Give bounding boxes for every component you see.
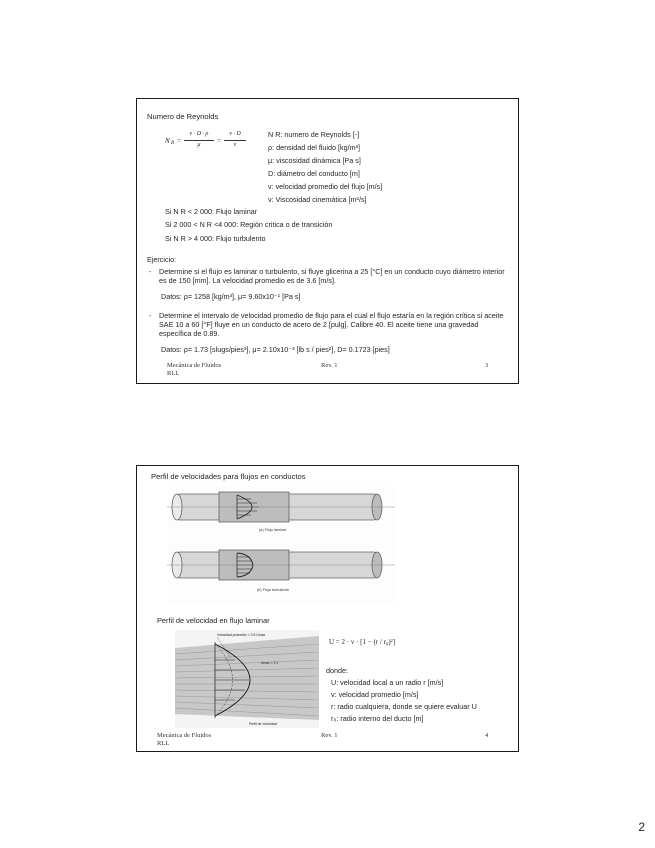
- reynolds-formula: [165, 131, 265, 153]
- bullet-dash: -: [149, 267, 152, 276]
- criterion-item: Si 2 000 < N R <4 000: Región critica o de transición: [165, 220, 333, 229]
- exercise-2-data: Datos: ρ= 1.73 [slugs/pies³], μ= 2.10x10⁻³ [lb s / pies²], D= 0.1723 [pies]: [161, 345, 390, 354]
- definition-item: U: velocidad local a un radio r [m/s]: [331, 678, 444, 687]
- definition-item: ν: Viscosidad cinemática [m²/s]: [268, 195, 367, 204]
- definition-item: r₀: radio interno del ducto [m]: [331, 714, 424, 723]
- slide-title: Numero de Reynolds: [147, 112, 219, 121]
- laminar-profile-diagram: [175, 630, 319, 728]
- fig-b-caption: (b) Flujo turbulento: [257, 588, 289, 592]
- footer-author: RLL: [167, 370, 180, 377]
- definition-item: r: radio cualquiera, donde se quiere evaluar U: [331, 702, 477, 711]
- slide-velocity-profiles: [136, 465, 519, 752]
- exercise-1-text: Determine si el flujo es laminar o turbulento, si fluye glicerina a 25 [°C] en un conducto cuyo diámetro interior es de 150 [mm]. La velocidad promedio es de 3.6 [m/s].: [159, 267, 505, 285]
- pipe-flow-figure: [167, 486, 395, 604]
- avg-velocity-label: Velocidad promedio = 0.5 Umax: [217, 633, 266, 637]
- exercise-1-data: Datos: ρ= 1258 [kg/m³], μ= 9.60x10⁻¹ [Pa s]: [161, 292, 301, 301]
- fig-a-caption: (a) Flujo laminar: [259, 528, 287, 532]
- formula-eq-2: =: [217, 137, 221, 145]
- footer-slide-number: 3: [485, 362, 489, 369]
- formula-lhs-sub: R: [171, 141, 175, 146]
- fraction-bar-1: [184, 140, 214, 141]
- footer-slide-number: 4: [485, 732, 489, 739]
- definition-item: v: velocidad promedio del flujo [m/s]: [268, 182, 383, 191]
- formula-lhs: N: [165, 137, 170, 145]
- definition-item: μ: viscosidad dinámica [Pa s]: [268, 156, 361, 165]
- exercise-2-text: Determine el intervalo de velocidad promedio de flujo para el cual el flujo estaría en la región crítica si aceite SAE 10 a 60 [°F] fluye en un conducto de acero de 2 [pulg]. Calibre 40. El aceite tiene una gravedad específica de 0.89.: [159, 311, 504, 338]
- formula-den-1: μ: [197, 142, 201, 148]
- footer-revision: Rev. 1: [321, 732, 338, 739]
- bullet-dash: -: [149, 311, 152, 320]
- page-number: 2: [638, 820, 645, 834]
- example-label: Ejercicio:: [147, 255, 177, 264]
- umax-label: Umax = 2 v: [261, 661, 279, 665]
- laminar-velocity-formula: U = 2 · v · [1 − (r / r₀)²]: [329, 638, 396, 646]
- footer-author: RLL: [157, 740, 170, 747]
- laminar-profile-subtitle: Perfil de velocidad en flujo laminar: [157, 616, 270, 625]
- formula-num-1: v · D · ρ: [189, 131, 209, 137]
- slide-reynolds: [136, 98, 519, 384]
- definition-item: v: velocidad promedio [m/s]: [331, 690, 419, 699]
- definition-item: D: diámetro del conducto [m]: [268, 169, 360, 178]
- formula-num-2: v · D: [229, 131, 241, 137]
- definition-item: ρ: densidad del fluido [kg/m³]: [268, 143, 360, 152]
- footer-course: Mecánica de Fluidos: [157, 732, 212, 739]
- slide-title: Perfil de velocidades para flujos en conductos: [151, 472, 306, 481]
- formula-den-2: ν: [233, 142, 237, 148]
- profile-label: Perfil de velocidad: [249, 722, 277, 726]
- fraction-bar-2: [224, 140, 246, 141]
- criterion-item: Si N R < 2 000: Flujo laminar: [165, 207, 258, 216]
- definition-item: N R: numero de Reynolds [-]: [268, 130, 360, 139]
- criterion-item: Si N R > 4 000: Flujo turbulento: [165, 234, 266, 243]
- formula-eq-1: =: [177, 137, 181, 145]
- footer-course: Mecánica de Fluidos: [167, 362, 222, 369]
- donde-label: donde:: [326, 666, 348, 675]
- footer-revision: Rev. 1: [321, 362, 338, 369]
